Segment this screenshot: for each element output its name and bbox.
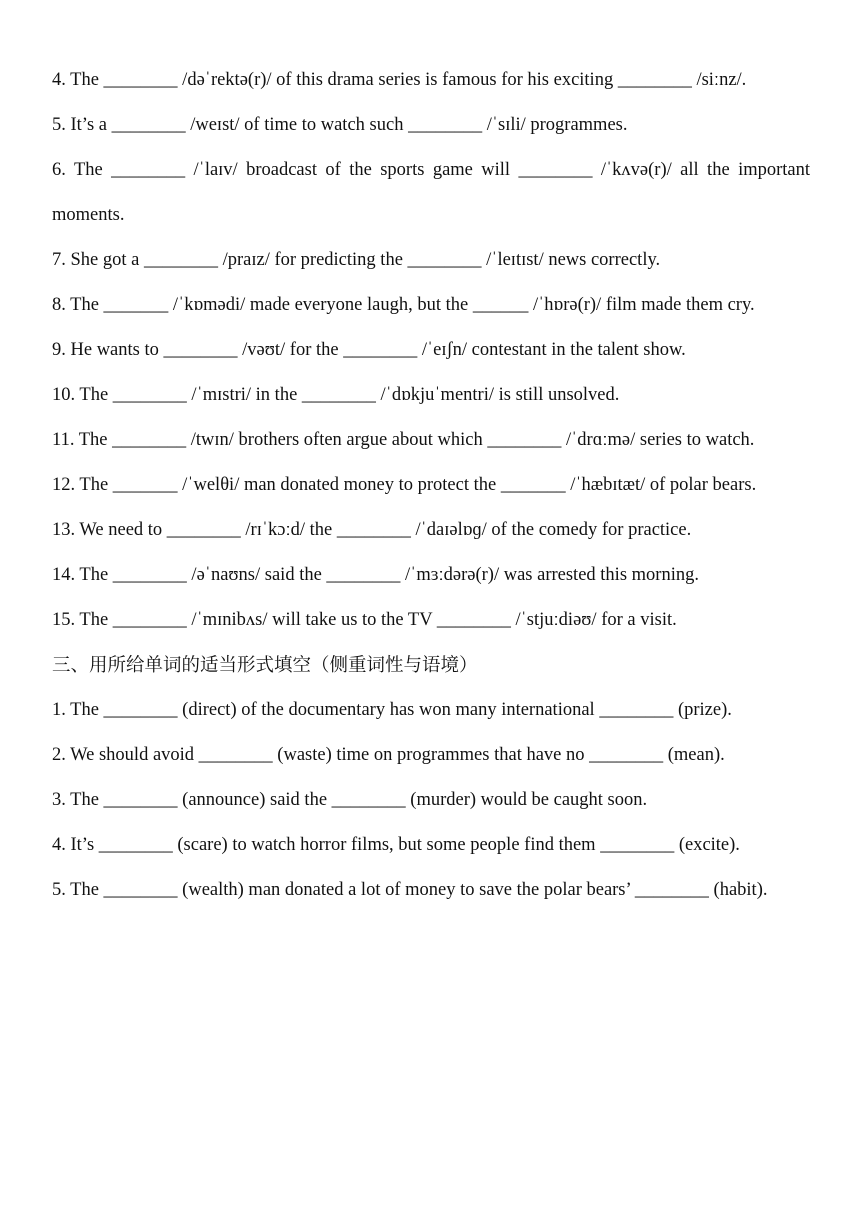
exercise-item-6: 6. The ________ /ˈlaɪv/ broadcast of the sports game will ________ /ˈkʌvə(r)/ all the important moments. [52, 160, 810, 225]
exercise-item-13: 13. We need to ________ /rɪˈkɔːd/ the ________ /ˈdaɪəlɒɡ/ of the comedy for practice. [52, 520, 692, 540]
exercise-item-14: 14. The ________ /əˈnaʊns/ said the ________ /ˈmɜːdərə(r)/ was arrested this morning. [52, 565, 699, 585]
exercise-item-15: 15. The ________ /ˈmɪnibʌs/ will take us to the TV ________ /ˈstjuːdiəʊ/ for a visit. [52, 610, 677, 630]
word-form-item-2: 2. We should avoid ________ (waste) time on programmes that have no ________ (mean). [52, 745, 725, 765]
exercise-item-12: 12. The _______ /ˈwelθi/ man donated money to protect the _______ /ˈhæbɪtæt/ of polar bears. [52, 475, 757, 495]
exercise-item-11: 11. The ________ /twɪn/ brothers often argue about which ________ /ˈdrɑːmə/ series to watch. [52, 430, 755, 450]
exercise-item-7: 7. She got a ________ /praɪz/ for predicting the ________ /ˈleɪtɪst/ news correctly. [52, 250, 661, 270]
worksheet-page [52, 58, 810, 913]
exercise-item-9: 9. He wants to ________ /vəʊt/ for the ________ /ˈeɪʃn/ contestant in the talent show. [52, 340, 686, 360]
word-form-item-1: 1. The ________ (direct) of the documentary has won many international ________ (prize). [52, 700, 732, 720]
exercise-item-10: 10. The ________ /ˈmɪstri/ in the ________ /ˈdɒkjuˈmentri/ is still unsolved. [52, 385, 620, 405]
word-form-item-5: 5. The ________ (wealth) man donated a lot of money to save the polar bears’ ________ (habit). [52, 880, 768, 900]
exercise-item-5: 5. It’s a ________ /weɪst/ of time to watch such ________ /ˈsɪli/ programmes. [52, 115, 628, 135]
section-3-heading: 三、用所给单词的适当形式填空（侧重词性与语境） [52, 655, 478, 676]
exercise-item-8: 8. The _______ /ˈkɒmədi/ made everyone laugh, but the ______ /ˈhɒrə(r)/ film made them cry. [52, 295, 755, 315]
word-form-item-3: 3. The ________ (announce) said the ________ (murder) would be caught soon. [52, 790, 648, 810]
exercise-item-4: 4. The ________ /dəˈrektə(r)/ of this drama series is famous for his exciting ________ /siːnz/. [52, 70, 747, 90]
word-form-item-4: 4. It’s ________ (scare) to watch horror films, but some people find them ________ (excite). [52, 835, 740, 855]
